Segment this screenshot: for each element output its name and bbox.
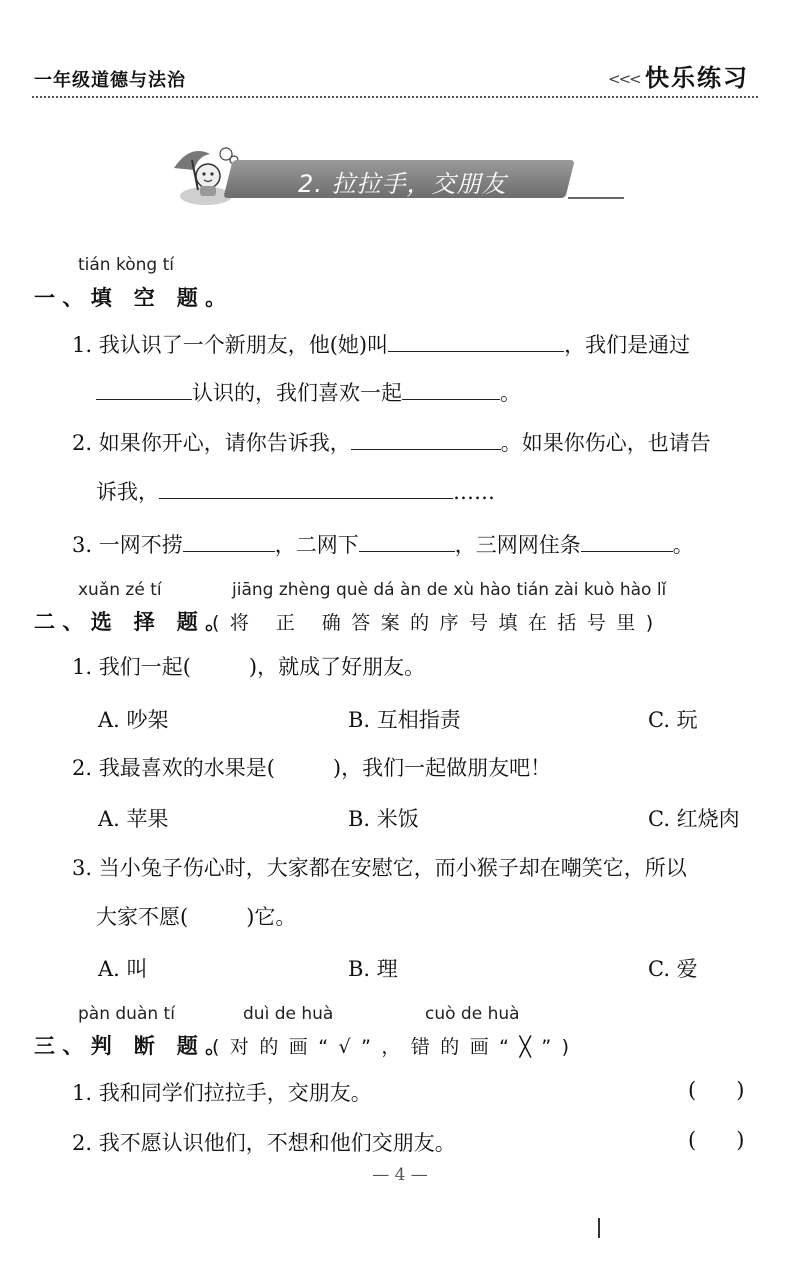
header-divider [32,96,758,98]
margin-mark [598,1218,600,1238]
s2-question-3: 3. 当小兔子伤心时，大家都在安慰它，而小猴子却在嘲笑它，所以 [72,856,687,880]
s1-question-3: 3. 一网不捞 ，二网下 ，三网网住条 。 [72,530,694,560]
lesson-title: 2. 拉拉手，交朋友 [298,170,507,198]
s2-question-1: 1. 我们一起( )，就成了好朋友。 [72,655,426,679]
s1-question-1-cont: 认识的，我们喜欢一起 。 [96,378,521,408]
s2-q1-option-b[interactable]: B. 互相指责 [348,708,461,732]
blank-net-1[interactable] [183,530,275,552]
blank-net-3[interactable] [581,530,673,552]
s2-q1-option-a[interactable]: A. 吵架 [98,708,169,732]
page-number: — 4 — [372,1165,428,1185]
banner-underline [568,197,624,199]
section2-instruction: (将 正 确答案的序号填在括号里) [212,612,664,634]
s2-q3-option-a[interactable]: A. 叫 [98,957,148,981]
chevron-left-icon: <<< [608,70,640,88]
blank-net-2[interactable] [359,530,455,552]
blank-happy[interactable] [351,428,501,450]
header-subject-title: 一年级道德与法治 [34,70,186,91]
section3-instruction: (对的画“√”，错的画“╳”) [212,1036,580,1058]
s1-question-2-cont: 诉我， …… [96,477,495,507]
s3-q2-answer-slot[interactable]: ( ) [688,1128,745,1152]
section3-pinyin-correct: duì de huà [243,1004,334,1024]
blank-activity[interactable] [402,378,500,400]
section1-title: 一、填 空 题。 [34,286,234,310]
s2-question-2: 2. 我最喜欢的水果是( )，我们一起做朋友吧！ [72,756,552,780]
section2-pinyin-note: jiāng zhèng què dá àn de xù hào tián zài kuò hào lǐ [232,580,667,600]
s2-q2-option-b[interactable]: B. 米饭 [348,807,419,831]
section3-pinyin-title: pàn duàn tí [78,1004,175,1024]
s1-question-2: 2. 如果你开心，请你告诉我， 。如果你伤心，也请告 [72,428,711,458]
s2-question-3-cont: 大家不愿( )它。 [96,905,297,929]
blank-how-met[interactable] [96,378,192,400]
s2-q3-option-c[interactable]: C. 爱 [648,957,698,981]
section3-pinyin-wrong: cuò de huà [425,1004,520,1024]
header-series-title: 快乐练习 [645,64,749,92]
blank-sad[interactable] [159,477,453,499]
s3-question-1: 1. 我和同学们拉拉手，交朋友。 [72,1081,372,1105]
s2-q2-option-a[interactable]: A. 苹果 [98,807,169,831]
section2-pinyin-title: xuǎn zé tí [78,580,162,600]
s2-q1-option-c[interactable]: C. 玩 [648,708,698,732]
s2-q2-option-c[interactable]: C. 红烧肉 [648,807,740,831]
s3-q1-answer-slot[interactable]: ( ) [688,1078,745,1102]
s3-question-2: 2. 我不愿认识他们，不想和他们交朋友。 [72,1131,456,1155]
s1-question-1: 1. 我认识了一个新朋友，他(她)叫 ，我们是通过 [72,330,690,360]
section2-title: 二、选 择 题。 [34,610,234,634]
section3-title: 三、判 断 题。 [34,1034,234,1058]
blank-name[interactable] [388,330,564,352]
lesson-banner [168,140,628,214]
s2-q3-option-b[interactable]: B. 理 [348,957,398,981]
section1-pinyin: tián kòng tí [78,255,174,275]
